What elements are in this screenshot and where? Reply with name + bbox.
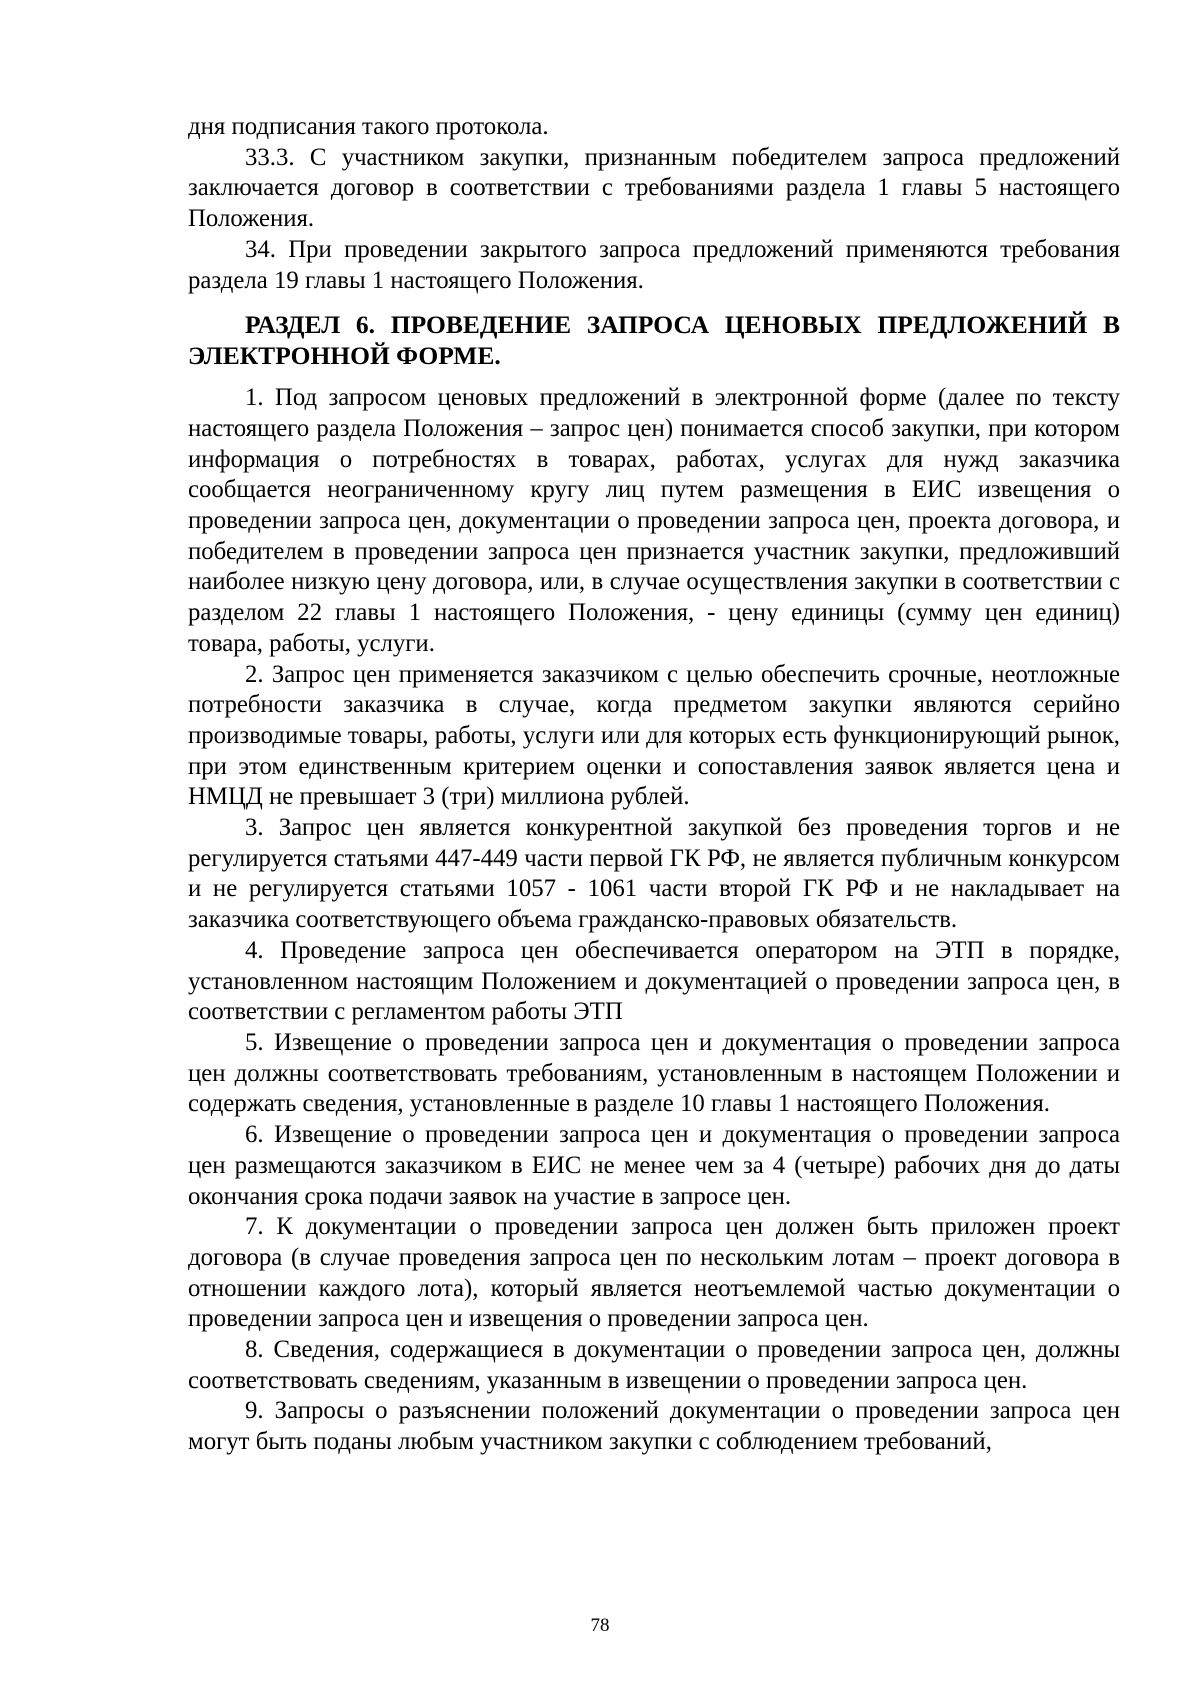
paragraph-continuation: дня подписания такого протокола. xyxy=(188,113,549,140)
paragraph-34: 34. При проведении закрытого запроса предложений применяются требования раздела 19 главы 1 настоящего Положения. xyxy=(188,235,1120,294)
paragraph-6: 6. Извещение о проведении запроса цен и документация о проведении запроса цен размещаются заказчиком в ЕИС не менее чем за 4 (четыре) рабочих дня до даты окончания срока подачи заявок на участие в запросе цен. xyxy=(188,1121,1120,1210)
paragraph-2: 2. Запрос цен применяется заказчиком с целью обеспечить срочные, неотложные потребности заказчика в случае, когда предметом закупки являются серийно производимые товары, работы, услуги или для которых есть функционирующий рынок, при этом единственным критерием оценки и сопоставления заявок является цена и НМЦД не превышает 3 (три) миллиона рублей. xyxy=(188,660,1120,811)
paragraph-1: 1. Под запросом ценовых предложений в электронной форме (далее по тексту настоящего раздела Положения – запрос цен) понимается способ закупки, при котором информация о потребностях в товарах, работах, услугах для нужд заказчика сообщается неограниченному кругу лиц путем размещения в ЕИС извещения о проведении запроса цен, документации о проведении запроса цен, проекта договора, и победителем в проведении запроса цен признается участник закупки, предложивший наиболее низкую цену договора, или, в случае осуществления закупки в соответствии с разделом 22 главы 1 настоящего Положения, - цену единицы (сумму цен единиц) товара, работы, услуги. xyxy=(188,384,1120,657)
page-number: 78 xyxy=(590,1615,610,1636)
paragraph-3: 3. Запрос цен является конкурентной закупкой без проведения торгов и не регулируется статьями 447-449 части первой ГК РФ, не является публичным конкурсом и не регулируется статьями 1057 - 1061 части второй ГК РФ и не накладывает на заказчика соответствующего объема гражданско-правовых обязательств. xyxy=(188,814,1120,934)
document-page xyxy=(188,112,1120,1458)
paragraph-9: 9. Запросы о разъяснении положений документации о проведении запроса цен могут быть поданы любым участником закупки с соблюдением требований, xyxy=(188,1397,1120,1456)
paragraph-7: 7. К документации о проведении запроса цен должен быть приложен проект договора (в случае проведения запроса цен по нескольким лотам – проект договора в отношении каждого лота), который является неотъемлемой частью документации о проведении запроса цен и извещения о проведении запроса цен. xyxy=(188,1213,1120,1333)
section-heading: РАЗДЕЛ 6. ПРОВЕДЕНИЕ ЗАПРОСА ЦЕНОВЫХ ПРЕДЛОЖЕНИЙ В ЭЛЕКТРОННОЙ ФОРМЕ. xyxy=(188,310,1120,371)
paragraph-33-3: 33.3. С участником закупки, признанным победителем запроса предложений заключается договор в соответствии с требованиями раздела 1 главы 5 настоящего Положения. xyxy=(188,143,1120,233)
paragraph-4: 4. Проведение запроса цен обеспечивается оператором на ЭТП в порядке, установленном настоящим Положением и документацией о проведении запроса цен, в соответствии с регламентом работы ЭТП xyxy=(188,936,1120,1026)
paragraph-5: 5. Извещение о проведении запроса цен и документация о проведении запроса цен должны соответствовать требованиям, установленным в настоящем Положении и содержать сведения, установленные в разделе 10 главы 1 настоящего Положения. xyxy=(188,1028,1120,1118)
paragraph-8: 8. Сведения, содержащиеся в документации о проведении запроса цен, должны соответствовать сведениям, указанным в извещении о проведении запроса цен. xyxy=(188,1336,1120,1394)
